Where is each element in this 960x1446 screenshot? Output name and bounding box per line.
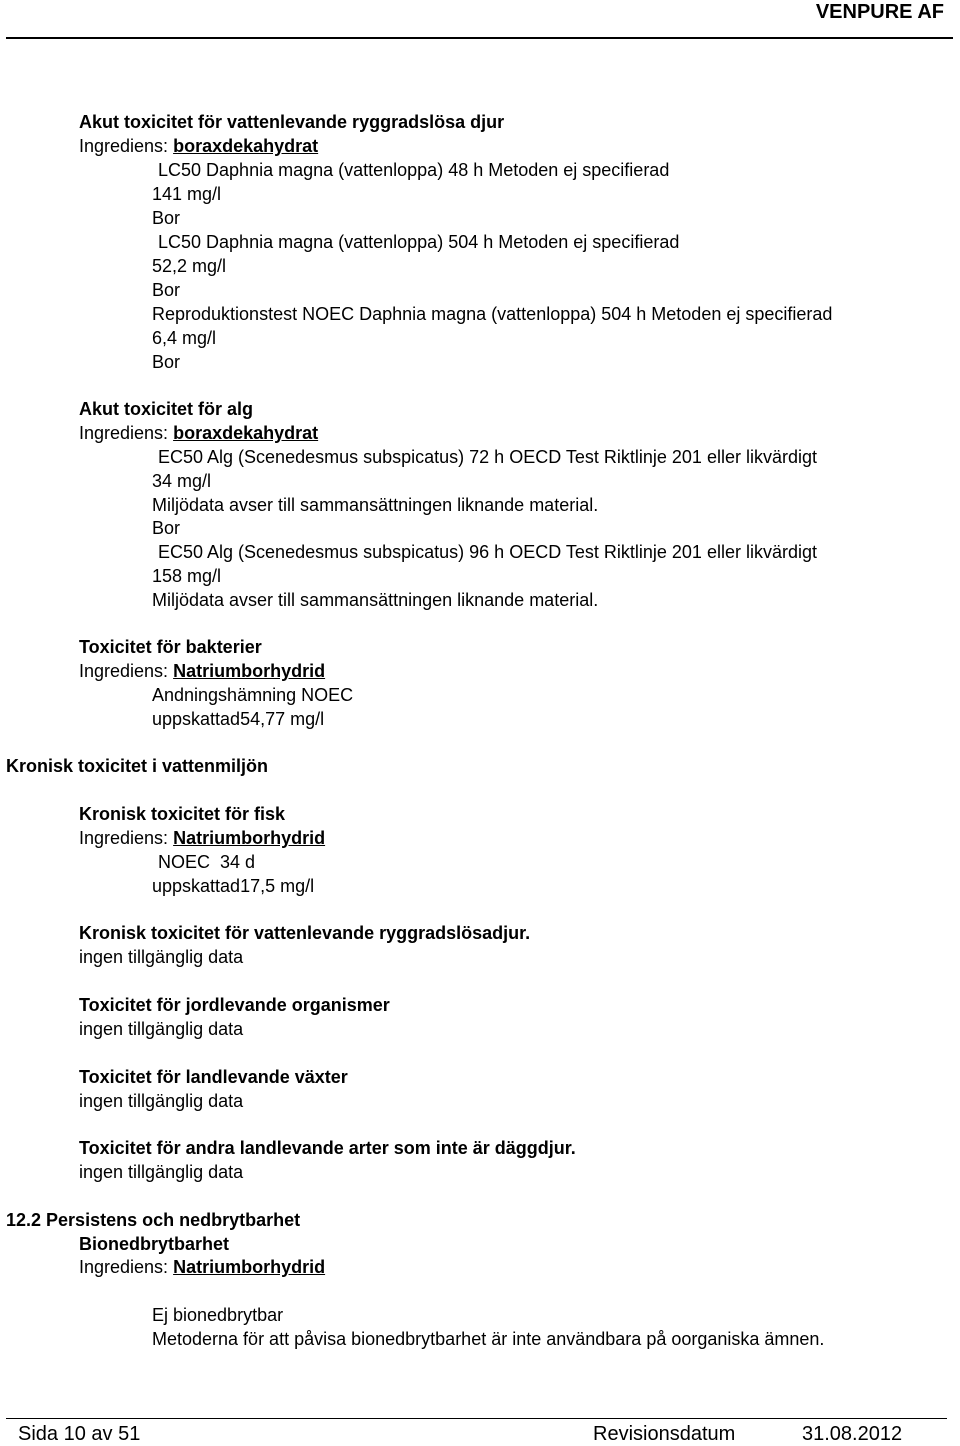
revision-date: 31.08.2012	[802, 1423, 903, 1445]
header-brand: VENPURE AF	[815, 1, 944, 23]
data-line: LC50 Daphnia magna (vattenloppa) 504 h Metoden ej specifierad	[158, 232, 680, 252]
ingredient-label: Ingrediens:	[79, 136, 169, 156]
ingredient-line	[79, 1256, 325, 1278]
data-line: LC50 Daphnia magna (vattenloppa) 48 h Metoden ej specifierad	[158, 160, 670, 180]
data-line: Bor	[152, 352, 181, 372]
data-line: Reproduktionstest NOEC Daphnia magna (vattenloppa) 504 h Metoden ej specifierad	[152, 304, 833, 324]
ingredient-label: Ingrediens:	[79, 828, 169, 848]
section-title: Kronisk toxicitet för fisk	[79, 804, 286, 824]
ingredient-label: Ingrediens:	[79, 1257, 169, 1277]
ingredient-name-link[interactable]: Natriumborhydrid	[173, 1257, 326, 1277]
section-title: Toxicitet för landlevande växter	[79, 1067, 348, 1087]
data-line: Metoderna för att påvisa bionedbrytbarhet är inte användbara på oorganiska ämnen.	[152, 1329, 825, 1349]
ingredient-name-link[interactable]: Natriumborhydrid	[173, 661, 326, 681]
data-line: ingen tillgänglig data	[79, 1162, 244, 1182]
data-line: ingen tillgänglig data	[79, 947, 244, 967]
ingredient-line	[79, 827, 325, 849]
ingredient-name-link[interactable]: boraxdekahydrat	[173, 423, 319, 443]
data-line: ingen tillgänglig data	[79, 1091, 244, 1111]
section-title: Akut toxicitet för vattenlevande ryggradslösa djur	[79, 112, 505, 132]
page-number: Sida 10 av 51	[18, 1423, 141, 1445]
section-heading: 12.2 Persistens och nedbrytbarhet	[6, 1210, 301, 1230]
data-line: uppskattad54,77 mg/l	[152, 709, 325, 729]
data-line: Andningshämning NOEC	[152, 685, 354, 705]
revision-label: Revisionsdatum	[593, 1423, 736, 1445]
section-title: Toxicitet för andra landlevande arter som inte är däggdjur.	[79, 1138, 576, 1158]
data-line: 34 mg/l	[152, 471, 212, 491]
data-line: 52,2 mg/l	[152, 256, 227, 276]
ingredient-name-link[interactable]: boraxdekahydrat	[173, 136, 319, 156]
section-title: Akut toxicitet för alg	[79, 399, 254, 419]
data-line: NOEC 34 d	[158, 852, 256, 872]
data-line: Miljödata avser till sammansättningen liknande material.	[152, 590, 599, 610]
section-title: Bionedbrytbarhet	[79, 1234, 230, 1254]
data-line: Bor	[152, 280, 181, 300]
section-title: Kronisk toxicitet för vattenlevande ryggradslösadjur.	[79, 923, 531, 943]
data-line: 6,4 mg/l	[152, 328, 217, 348]
ingredient-name-link[interactable]: Natriumborhydrid	[173, 828, 326, 848]
data-line: Ej bionedbrytbar	[152, 1305, 284, 1325]
section-title: Toxicitet för jordlevande organismer	[79, 995, 390, 1015]
data-line: ingen tillgänglig data	[79, 1019, 244, 1039]
section-title: Toxicitet för bakterier	[79, 637, 262, 657]
data-line: Miljödata avser till sammansättningen liknande material.	[152, 495, 599, 515]
ingredient-line	[79, 135, 318, 157]
ingredient-line	[79, 660, 325, 682]
ingredient-line	[79, 422, 318, 444]
data-line: Bor	[152, 208, 181, 228]
ingredient-label: Ingrediens:	[79, 423, 169, 443]
footer-divider	[6, 1418, 947, 1419]
ingredient-label: Ingrediens:	[79, 661, 169, 681]
data-line: EC50 Alg (Scenedesmus subspicatus) 72 h OECD Test Riktlinje 201 eller likvärdigt	[158, 447, 817, 467]
data-line: uppskattad17,5 mg/l	[152, 876, 315, 896]
data-line: 141 mg/l	[152, 184, 222, 204]
data-line: 158 mg/l	[152, 566, 222, 586]
header-divider	[6, 37, 953, 39]
data-line: Bor	[152, 518, 181, 538]
chronic-heading: Kronisk toxicitet i vattenmiljön	[6, 756, 269, 776]
data-line: EC50 Alg (Scenedesmus subspicatus) 96 h OECD Test Riktlinje 201 eller likvärdigt	[158, 542, 817, 562]
